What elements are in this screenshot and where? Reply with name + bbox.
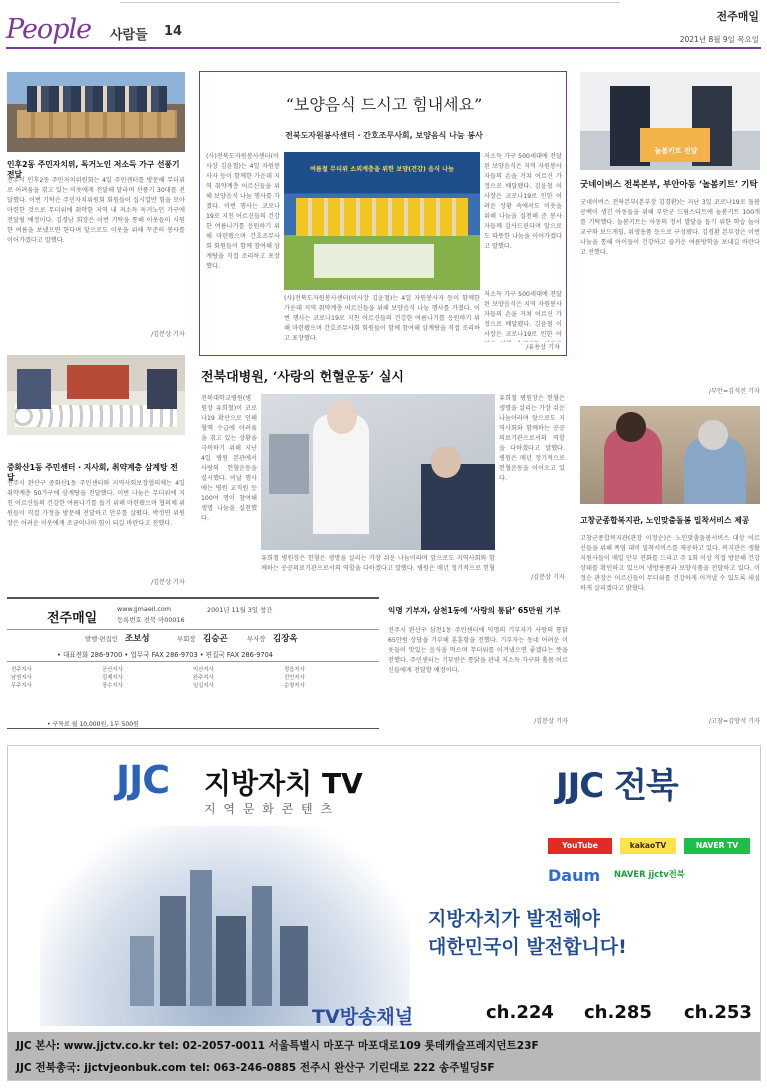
ad-channel-2: ch.285 <box>584 1002 652 1023</box>
ad-title: 지방자치 TV <box>204 767 363 800</box>
article-body: 굿네이버스 전북본부(본부장 김경환)는 지난 3일 코로나19로 돌봄 공백이 생긴 아동들을 위해 부안군 드림스타트에 놀봄키트 100개를 기탁했다. 놀봄키트는 아동의 정서 발달을 돕기 위한 학습 놀이 교구와 보드게임, 위생용품 등으로 구성됐다. 김경환 본부장은 이번 나눔을 통해 아이들이 건강하고 즐거운 여름방학을 보내길 바란다고 전했다. <box>580 199 760 256</box>
chief-label: 부사장 <box>247 635 266 643</box>
branch-item: 남원지사 <box>11 675 32 681</box>
photo-elder-care <box>580 406 760 504</box>
box-title: “보양음식 드시고 힘내세요” <box>285 95 483 114</box>
paper-name: 전주매일 <box>716 10 759 23</box>
imprint-paper: 전주매일 <box>47 611 98 626</box>
issue-date: 2021년 8월 9일 목요일 <box>679 35 759 44</box>
ad-slogan-1: 지방자치가 발전해야 <box>428 908 600 930</box>
article-title: 중화산1동 주민센터 · 지사회, 취약계층 삼계탕 전달 <box>7 463 178 482</box>
photo-blood-drive <box>261 394 495 550</box>
header-rule <box>6 47 761 49</box>
article-body-a: 전북대학교병원(병원장 유희철)이 코로나19 확산으로 인해 혈액 수급에 어려움을 겪고 있는 상황을 극복하기 위해 지난 4일 병원 본관에서 사랑의 헌혈운동을 실시했다. 이날 행사에는 병원 교직원 등 100여 명이 참여해 생명 나눔을 실천했다. <box>201 395 257 522</box>
branch-item: 장수지사 <box>102 683 123 689</box>
article-title: 전북대병원, ‘사랑의 헌혈운동’ 실시 <box>201 370 404 385</box>
photo-sign-text: 놀봄키트 전달 <box>654 147 698 155</box>
branch-item: 진안지사 <box>284 675 305 681</box>
article-title: 고창군종합복지관, 노인맞춤돌봄 밀착서비스 제공 <box>580 516 750 525</box>
price-line: • 구독료 월 10,000원, 1부 500원 <box>47 721 139 728</box>
advertisement-jjc <box>7 745 761 1081</box>
platform-navertv: NAVER TV <box>684 838 750 854</box>
box-body-bottom: (사)전북도자원봉사센터(이사장 김윤철)는 4일 자원봉사자 등이 함께한 가운데 지역 취약계층 어르신들을 위해 보양음식 나눔 행사를 가졌다. 이번 행사는 코로나19로 지친 어르신들의 건강한 여름나기를 응원하기 위해 마련됐으며 간호조무사회 회원들이 함께 참여해 삼계탕을 직접 조리하고 포장했다. <box>284 295 480 342</box>
publisher-label: 발행·편집인 <box>85 635 118 643</box>
page-number: 14 <box>164 24 183 39</box>
ad-address-2: JJC 전북총국: jjctvjeonbuk.com tel: 063-246-0885 전주시 완산구 기린대로 222 송주빌딩5F <box>16 1062 495 1074</box>
chief-name: 김장옥 <box>273 634 298 644</box>
article-jbnuh <box>199 366 567 588</box>
article-gochang <box>580 406 760 726</box>
platform-youtube: YouTube <box>548 838 612 854</box>
photo-samgyetang <box>7 355 185 435</box>
imprint-box <box>7 597 379 729</box>
ad-brand: JJC <box>116 758 170 802</box>
platform-daum: Daum <box>548 866 601 885</box>
article-inhu2dong <box>7 72 185 340</box>
section-title-kr: 사람들 <box>110 28 148 43</box>
ad-tv-label: TV방송채널 <box>312 1006 414 1028</box>
article-goodneighbors <box>580 72 760 398</box>
article-byline: /김분상 기자 <box>151 579 185 586</box>
imprint-founded: 2001년 11월 3일 창간 <box>207 606 273 614</box>
branch-item: 전주지사 <box>11 667 32 673</box>
ad-logo: JJC 전북 <box>556 766 678 806</box>
contact-line: • 대표전화 286-9700 • 업무국 FAX 286-9703 • 편집국 FAX 286-9704 <box>57 651 273 659</box>
box-body-left: (사)전북도자원봉사센터(이사장 김윤철)는 4일 자원봉사자 등이 함께한 가운데 지역 취약계층 어르신들을 위해 보양음식 나눔 행사를 가졌다. 이번 행사는 코로나19로 지친 어르신들의 건강한 여름나기를 응원하기 위해 마련됐으며 간호조무사회 회원들이 함께 참여해 삼계탕을 직접 조리하고 포장했다. <box>206 153 280 270</box>
branch-item: 김제지사 <box>102 675 123 681</box>
article-title: 굿네이버스 전북본부, 부안아동 ‘놀봄키트’ 기탁 <box>580 180 758 190</box>
article-body: 전주시 완산구 삼천1동 주민센터에 익명의 기부자가 사랑의 통닭 65만원 상당을 기부해 훈훈함을 전했다. 기부자는 동네 어려운 이웃들이 맛있는 음식을 먹으며 무더위를 이겨냈으면 좋겠다는 뜻을 전했다. 주민센터는 기부받은 통닭을 관내 저소득 가구와 홀몸 어르신들에게 전달할 예정이다. <box>388 627 568 674</box>
box-byline: /유용상 기자 <box>526 344 560 351</box>
header-top-rule <box>120 2 620 3</box>
box-subtitle: 전북도자원봉사센터 · 간호조무사회, 보양음식 나눔 봉사 <box>285 131 483 140</box>
photo-fan-donation <box>7 72 185 152</box>
publisher-name: 조보성 <box>125 634 150 644</box>
ad-channel-3: ch.253 <box>684 1002 752 1023</box>
article-body-b: 유희철 병원장은 헌혈은 생명을 살리는 가장 쉬운 나눔이라며 앞으로도 지역사회와 함께하는 공공의료기관으로서의 역할을 다하겠다고 말했다. 병원은 매년 정기적으로 헌혈운동을 이어오고 있다. <box>499 395 565 482</box>
photo-kit-delivery <box>580 72 760 170</box>
article-samcheon1dong <box>388 598 568 728</box>
article-byline: /고창=김양석 기자 <box>708 718 760 725</box>
article-body: 전주시 완산구 중화산1동 주민센터와 지역사회보장협의체는 4일 취약계층 50가구에 삼계탕을 전달했다. 이번 나눔은 무더위에 지친 어르신들의 건강한 여름나기를 돕기 위해 마련됐으며 협의체 위원들이 직접 가정을 방문해 전달하고 안부를 살폈다. 박정연 위원장은 어려운 이웃에게 조금이나마 힘이 되길 바란다고 전했다. <box>7 480 185 527</box>
article-body-c: 유희철 병원장은 헌혈은 생명을 살리는 가장 쉬운 나눔이라며 앞으로도 지역사회와 함께하는 공공의료기관으로서의 역할을 다하겠다고 말했다. 병원은 매년 정기적으로 헌혈 <box>261 555 495 572</box>
ad-address-1: JJC 본사: www.jjctv.co.kr tel: 02-2057-0011 서울특별시 마포구 마포대로109 롯데캐슬프레지던트23F <box>16 1040 539 1052</box>
platform-naver: NAVER jjctv전북 <box>614 869 685 879</box>
vice-name: 김승곤 <box>203 634 228 644</box>
section-title: People <box>6 14 92 45</box>
photo-volunteers <box>284 152 480 290</box>
imprint-url: www.jjmaeil.com <box>117 605 171 613</box>
article-byline: /김분상 기자 <box>534 718 568 725</box>
article-byline: /부안=김석진 기자 <box>708 388 760 395</box>
ad-channel-1: ch.224 <box>486 1002 554 1023</box>
article-title: 익명 기부자, 삼천1동에 ‘사랑의 통닭’ 65만원 기부 <box>388 606 561 615</box>
article-byline: /김분상 기자 <box>531 574 565 581</box>
branch-item: 임실지사 <box>193 683 214 689</box>
article-body: 전주시 인후2동 주민자치위원회는 4일 주민센터를 방문해 무더위로 어려움을 겪고 있는 이웃에게 전달해 달라며 선풍기 30대를 전달했다. 이번 기탁은 주민자치위원회 회원들이 십시일반 힘을 모아 마련한 것으로 무더위에 취약한 지역 내 저소득 독거노인 가구에 전달될 예정이다. 김경남 회장은 이번 기탁을 통해 이웃들이 시원한 여름을 보냈으면 한다며 앞으로도 이웃을 위해 꾸준히 봉사를 이어가겠다고 말했다. <box>7 177 185 244</box>
branch-grid <box>11 665 375 717</box>
article-byline: /김분상 기자 <box>151 331 185 338</box>
branch-item: 무주지사 <box>11 683 32 689</box>
branch-item: 순창지사 <box>284 683 305 689</box>
ad-slogan-2: 대한민국이 발전합니다! <box>428 936 627 958</box>
box-body-right: 저소득 가구 500세대에 전달된 보양음식은 지역 자원봉사자들의 손을 거쳐 어르신 가정으로 배달됐다. 김윤철 이사장은 코로나19로 인한 어려운 상황 속에서도 이웃을 위해 나눔을 실천해 준 봉사자들께 감사드린다며 앞으로도 따뜻한 나눔을 이어가겠다고 말했다. <box>484 153 562 250</box>
branch-item: 정읍지사 <box>284 667 305 673</box>
branch-item: 군산지사 <box>102 667 123 673</box>
imprint-rule1 <box>7 629 379 630</box>
boxed-article-boyang <box>199 71 567 356</box>
imprint-reg: 등록번호 전북 아00016 <box>117 616 185 624</box>
box-body-bottom-right: 저소득 가구 500세대에 전달된 보양음식은 지역 자원봉사자들의 손을 거쳐 어르신 가정으로 배달됐다. 김윤철 이사장은 코로나19로 인한 어 <box>484 291 562 338</box>
page-header <box>0 0 767 50</box>
article-junghwasan <box>7 355 185 585</box>
branch-item: 완주지사 <box>193 675 214 681</box>
ad-city-graphic <box>40 826 410 1026</box>
imprint-rule2 <box>7 661 379 662</box>
platform-kakaotv: kakaoTV <box>620 838 676 854</box>
vice-label: 부회장 <box>177 635 196 643</box>
article-title: 인후2동 주민자치위, 독거노인 저소득 가구 선풍기 전달 <box>7 160 180 179</box>
article-body: 고창군종합복지관(관장 이정순)은 노인맞춤돌봄서비스 대상 어르신들을 위해 폭염 대비 밀착서비스를 제공하고 있다. 복지관은 생활지원사들이 매일 안부 전화를 드리고 주 1회 이상 직접 방문해 건강 상태를 확인하고 있으며 냉방용품과 보양식품을 전달하고 있다. 이정순 관장은 어르신들이 무더위를 건강하게 이겨낼 수 있도록 세심하게 살피겠다고 밝혔다. <box>580 535 760 592</box>
photo-banner-text: 여름철 무더위 소외계층을 위한 보양(건강) 음식 나눔 <box>309 166 455 173</box>
branch-item: 익산지사 <box>193 667 214 673</box>
ad-subtitle: 지 역 문 화 콘 텐 츠 <box>204 802 335 816</box>
